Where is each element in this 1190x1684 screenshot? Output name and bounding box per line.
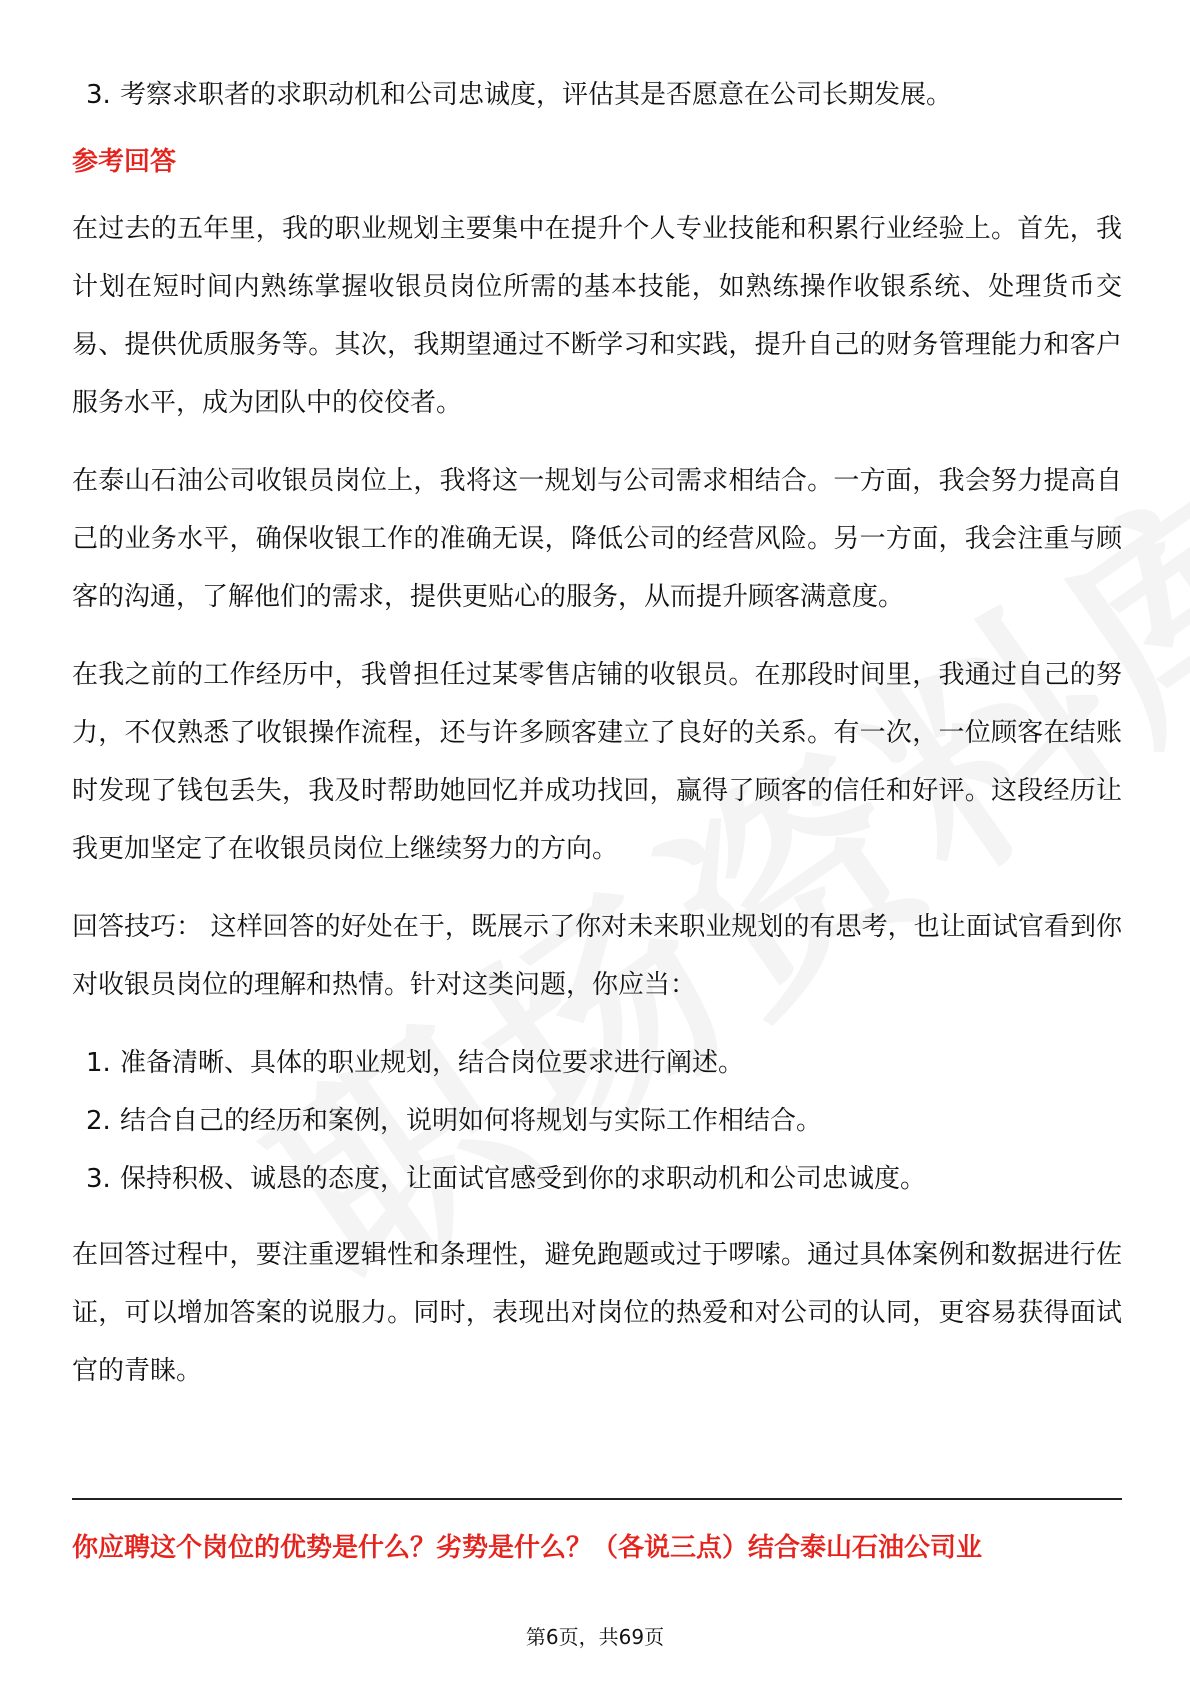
answer-paragraph: 在泰山石油公司收银员岗位上，我将这一规划与公司需求相结合。一方面，我会努力提高自己的业务水平，确保收银工作的准确无误，降低公司的经营风险。另一方面，我会注重与顾客的沟通，了解他们的需求，提供更贴心的服务，从而提升顾客满意度。 bbox=[72, 466, 1122, 612]
next-question-heading: 你应聘这个岗位的优势是什么？劣势是什么？（各说三点）结合泰山石油公司业 bbox=[72, 1533, 983, 1563]
answer-paragraph: 在我之前的工作经历中，我曾担任过某零售店铺的收银员。在那段时间里，我通过自己的努力，不仅熟悉了收银操作流程，还与许多顾客建立了良好的关系。有一次，一位顾客在结账时发现了钱包丢失，我及时帮助她回忆并成功找回，赢得了顾客的信任和好评。这段经历让我更加坚定了在收银员岗位上继续努力的方向。 bbox=[72, 660, 1122, 864]
answer-paragraph: 在过去的五年里，我的职业规划主要集中在提升个人专业技能和积累行业经验上。首先，我计划在短时间内熟练掌握收银员岗位所需的基本技能，如熟练操作收银系统、处理货币交易、提供优质服务等。其次，我期望通过不断学习和实践，提升自己的财务管理能力和客户服务水平，成为团队中的佼佼者。 bbox=[72, 214, 1122, 418]
list-number: 3. bbox=[86, 80, 111, 110]
list-number: 1. bbox=[86, 1048, 111, 1078]
page-content bbox=[72, 56, 1122, 1420]
closing-paragraph: 在回答过程中，要注重逻辑性和条理性，避免跑题或过于啰嗦。通过具体案例和数据进行佐证，可以增加答案的说服力。同时，表现出对岗位的热爱和对公司的认同，更容易获得面试官的青睐。 bbox=[72, 1240, 1122, 1386]
top-list bbox=[72, 66, 1122, 124]
section-divider bbox=[72, 1498, 1122, 1500]
list-number: 3. bbox=[86, 1164, 111, 1194]
list-text: 保持积极、诚恳的态度，让面试官感受到你的求职动机和公司忠诚度。 bbox=[120, 1164, 927, 1194]
page-number-footer: 第6页，共69页 bbox=[525, 1625, 665, 1649]
answer-tips-paragraph: 回答技巧： 这样回答的好处在于，既展示了你对未来职业规划的有思考，也让面试官看到你对收银员岗位的理解和热情。针对这类问题，你应当： bbox=[72, 912, 1122, 1000]
list-text: 考察求职者的求职动机和公司忠诚度，评估其是否愿意在公司长期发展。 bbox=[120, 80, 953, 110]
list-item bbox=[72, 1150, 1122, 1208]
list-item bbox=[72, 1092, 1122, 1150]
list-text: 结合自己的经历和案例，说明如何将规划与实际工作相结合。 bbox=[120, 1106, 823, 1136]
list-number: 2. bbox=[86, 1106, 111, 1136]
list-item bbox=[72, 1034, 1122, 1092]
reference-answer-heading: 参考回答 bbox=[72, 147, 177, 177]
list-text: 准备清晰、具体的职业规划，结合岗位要求进行阐述。 bbox=[120, 1048, 745, 1078]
list-item bbox=[72, 66, 1122, 124]
tips-list bbox=[72, 1034, 1122, 1208]
